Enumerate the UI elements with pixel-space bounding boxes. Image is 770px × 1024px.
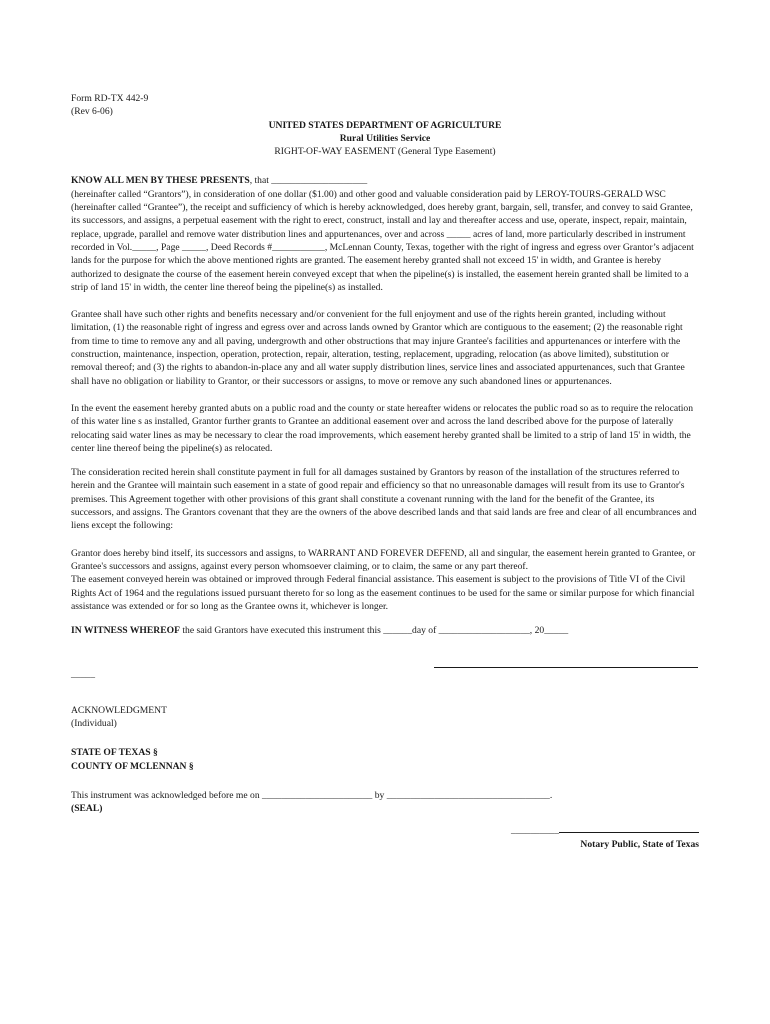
county-line: COUNTY OF MCLENNAN § [71,760,194,772]
relocation-paragraph: In the event the easement hereby granted abuts on a public road and the county or state hereafter widens or relocates the public road so as to require the relocation of this water line s as installed, Grantor further grants to Grantee an additional easement over and across the land described above for the purpose of laterally relocating said water lines as may be necessary to clear the road improvements, which easement hereby granted shall be limited to a strip of land 15' in width, the center line thereof being the pipeline(s) as relocated. [71,402,694,454]
document-title: RIGHT-OF-WAY EASEMENT (General Type Easement) [274,146,496,158]
acknowledgment-statement: This instrument was acknowledged before me on _______________________ by __________________________________. [71,789,553,801]
consideration-paragraph: The consideration recited herein shall constitute payment in full for all damages sustained by Grantors by reason of the installation of the structures referred to herein and the Grantee will maintain such easement in a state of good repair and efficiency so that no unreasonable damages will result from its use to Grantor's premises. This Agreement together with other provisions of this grant shall constitute a covenant running with the land for the benefit of the Grantee, its successors, and assigns. The Grantors covenant that they are the owners of the above described lands and that said lands are free and clear of all encumbrances and liens except the following: [71,467,697,532]
witness-line [71,624,699,637]
signature-short-line: _____ [71,669,95,681]
document-page [71,92,699,851]
form-revision: (Rev 6-06) [71,106,113,118]
seal-label: (SEAL) [71,803,103,815]
notary-prefix-line: __________ [511,825,559,837]
venue-block [71,746,699,773]
opening-lead: KNOW ALL MEN BY THESE PRESENTS [71,175,250,187]
acknowledgment-block [71,704,699,731]
notary-title: Notary Public, State of Texas [580,838,699,850]
rights-paragraph: Grantee shall have such other rights and benefits necessary and/or convenient for the full enjoyment and use of the rights herein granted, including without limitation, (1) the reasonable right of ingress and egress over and across lands owned by Grantor which are contiguous to the easement; (2) the reasonable right from time to time to remove any and all paving, undergrowth and other obstructions that may injure Grantee's facilities and appurtenances or interfere with the construction, maintenance, inspection, operation, protection, repair, alteration, testing, replacement, upgrading, relocation (as above limited), substitution or removal thereof; and (3) the rights to abandon-in-place any and all water supply distribution lines, service lines and associated appurtenances, such that Grantee shall have no obligation or liability to Grantor, or their successors or assigns, to move or remove any such abandoned lines or appurtenances. [71,309,685,387]
department-heading: UNITED STATES DEPARTMENT OF AGRICULTURE [268,119,502,131]
notary-signature-line [559,823,699,833]
civil-rights-paragraph: The easement conveyed herein was obtained or improved through Federal financial assistance. This easement is subject to the provisions of Title VI of the Civil Rights Act of 1964 and the regulations issued pursuant thereto for so long as the easement continues to be used for the same or similar purpose for which financial assistance was extended or for so long as the Grantee owns it, whichever is longer. [71,574,695,612]
grantor-signature-line [434,657,698,668]
service-heading: Rural Utilities Service [339,132,431,144]
acknowledgment-title: ACKNOWLEDGMENT [71,704,167,716]
state-line: STATE OF TEXAS § [71,747,158,759]
opening-line [71,174,699,187]
notary-block [71,823,699,851]
acknowledgment-subtitle: (Individual) [71,717,117,729]
witness-lead: IN WITNESS WHEREOF [71,625,180,637]
witness-rest: the said Grantors have executed this instrument this ______day of ___________________, 20_____ [179,625,569,637]
form-number: Form RD-TX 442-9 [71,93,149,104]
warranty-paragraph: Grantor does hereby bind itself, its successors and assigns, to WARRANT AND FOREVER DEFEND, all and singular, the easement herein granted to Grantee, or Grantee's successors and assigns, against every person whomsoever claiming, or to claim, the same or any part thereof. [71,547,696,572]
title-block [71,119,699,159]
grant-paragraph: (hereinafter called “Grantors”), in consideration of one dollar ($1.00) and other good and valuable consideration paid by LEROY-TOURS-GERALD WSC (hereinafter called “Grantee”), the receipt and sufficiency of which is hereby acknowledged, does hereby grant, bargain, sell, transfer, and convey to said Grantee, its successors, and assigns, a perpetual easement with the right to erect, construct, install and lay and thereafter access and use, operate, inspect, repair, maintain, replace, upgrade, parallel and remove water distribution lines and appurtenances, over and across _____ acres of land, more particularly described in instrument recorded in Vol._____, Page _____, Deed Records #___________, McLennan County, Texas, together with the right of ingress and egress over Grantor’s adjacent lands for the purpose for which the above mentioned rights are granted. The easement hereby granted shall not exceed 15' in width, and Grantee is hereby authorized to designate the course of the easement herein conveyed except that when the pipeline(s) is installed, the easement herein granted shall be limited to a strip of land 15' in width, the center line thereof being the pipeline(s) as installed. [71,188,694,293]
opening-rest: , that ____________________ [249,175,368,187]
